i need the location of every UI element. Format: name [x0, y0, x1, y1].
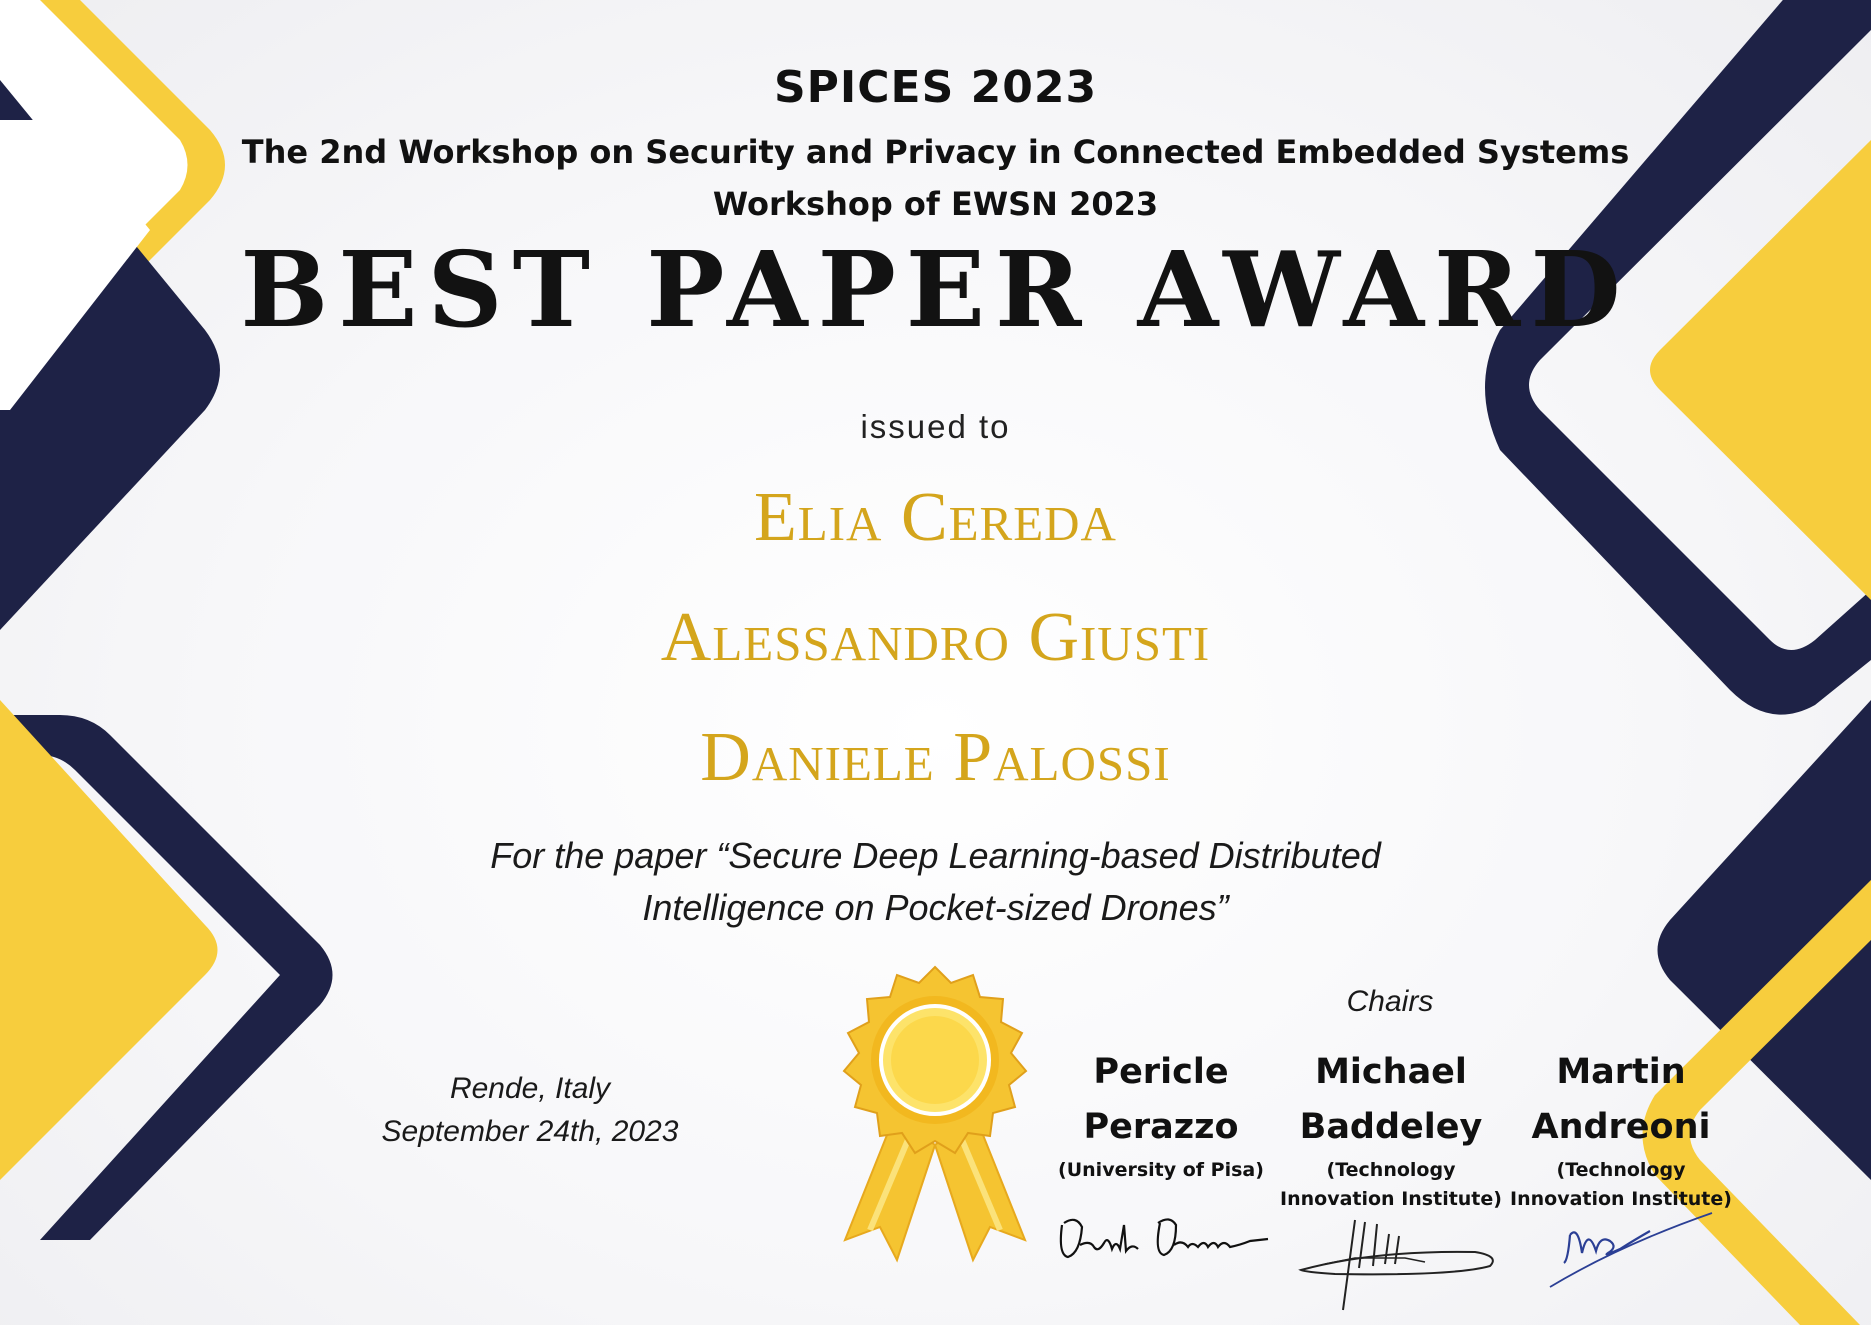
chair-entry	[1046, 1045, 1276, 1186]
chair-name-first: Michael	[1315, 1052, 1467, 1092]
signature-michael-baddeley	[1295, 1210, 1505, 1315]
chair-name-last: Baddeley	[1299, 1107, 1483, 1147]
date: September 24th, 2023	[381, 1115, 679, 1148]
chair-entry	[1506, 1045, 1736, 1213]
paper-title	[0, 830, 1871, 934]
workshop-title: The 2nd Workshop on Security and Privacy in Connected Embedded Systems	[241, 133, 1630, 171]
chair-affiliation: Innovation Institute)	[1510, 1188, 1732, 1210]
chairs-label: Chairs	[1346, 985, 1434, 1018]
signature-martin-andreoni	[1540, 1205, 1720, 1295]
chair-affiliation: Innovation Institute)	[1280, 1188, 1502, 1210]
recipient-name: Elia Cereda	[754, 479, 1117, 556]
location: Rende, Italy	[449, 1072, 611, 1105]
chair-entry	[1276, 1045, 1506, 1213]
conference-title: SPICES 2023	[773, 62, 1098, 113]
paper-title-line: Intelligence on Pocket-sized Drones”	[642, 887, 1229, 928]
chair-name-last: Andreoni	[1531, 1107, 1711, 1147]
chair-name-first: Pericle	[1093, 1052, 1229, 1092]
recipient-name: Daniele Palossi	[700, 719, 1171, 796]
award-title: BEST PAPER AWARD	[240, 228, 1631, 351]
award-rosette-icon	[825, 965, 1045, 1275]
recipient-name: Alessandro Giusti	[660, 599, 1211, 676]
workshop-of: Workshop of EWSN 2023	[712, 185, 1159, 223]
signature-pericle-perazzo	[1050, 1205, 1280, 1275]
chair-name-first: Martin	[1556, 1052, 1686, 1092]
paper-title-line: For the paper “Secure Deep Learning-based Distributed	[490, 835, 1381, 876]
chair-affiliation: (Technology	[1556, 1159, 1686, 1181]
issued-to-label: issued to	[860, 408, 1011, 445]
chair-affiliation: (Technology	[1326, 1159, 1456, 1181]
chair-affiliation: (University of Pisa)	[1058, 1159, 1264, 1181]
chair-name-last: Perazzo	[1083, 1107, 1239, 1147]
